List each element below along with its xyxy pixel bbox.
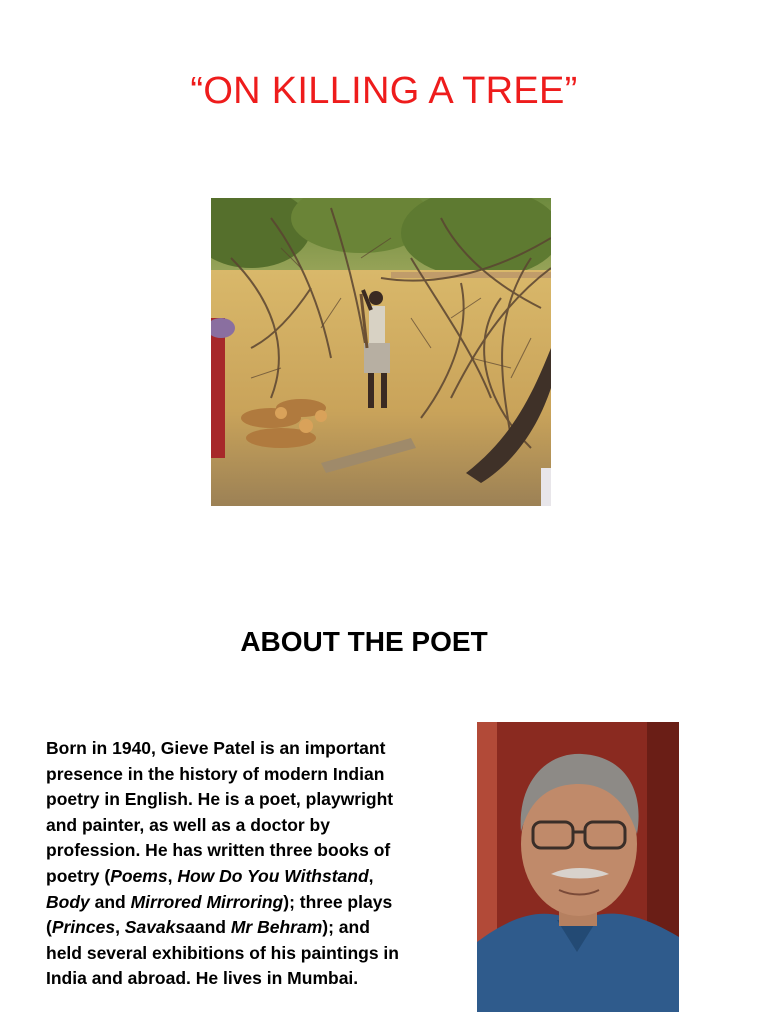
poet-biography: Born in 1940, Gieve Patel is an important presence in the history of modern Indian poetry in English. He is a poet, playwright and painter, as well as a doctor by profession. He has written three books of poetry (Poems, How Do You Withstand, Body and Mirrored Mirroring); three plays (Princes, Savaksaand Mr Behram); and held several exhibitions of his paintings in India and abroad. He lives in Mumbai. [46,738,399,989]
poet-portrait-photo [477,722,679,1012]
tree-photo-illustration [211,198,551,506]
poet-portrait-illustration [477,722,679,1012]
tree-cutting-photo [211,198,551,506]
page-title: “ON KILLING A TREE” [190,70,578,112]
section-heading: ABOUT THE POET [240,626,488,657]
